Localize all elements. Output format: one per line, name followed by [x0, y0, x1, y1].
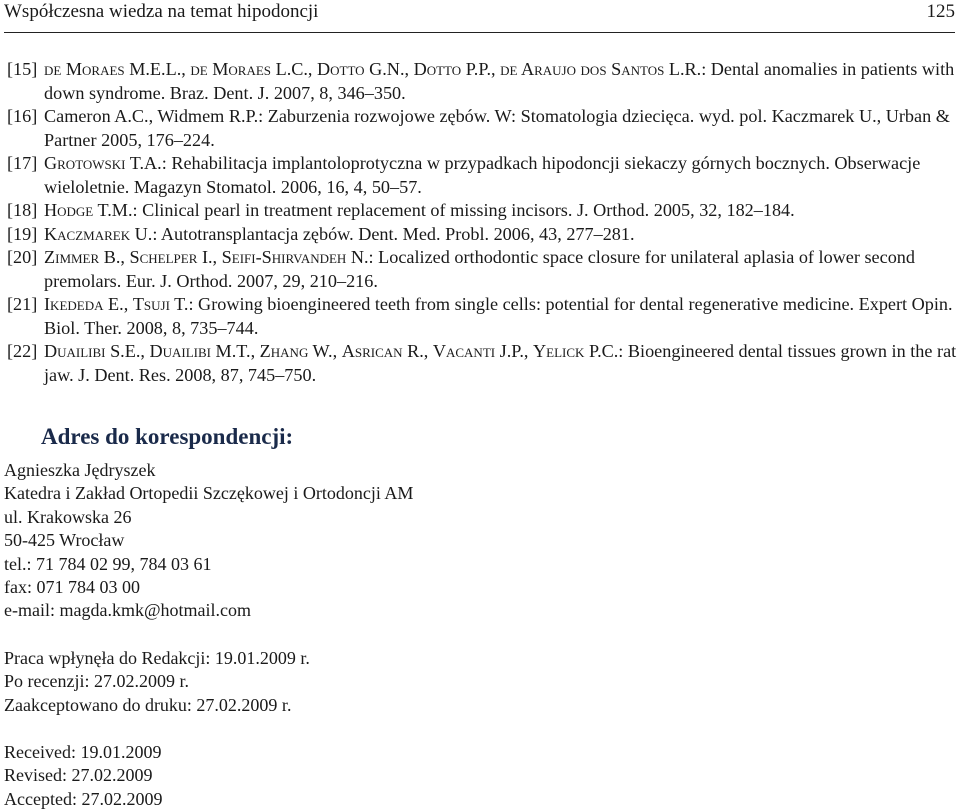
reference-segment: P.C.: Bioengineered dental tissues grown in the rat jaw. J. Dent. Res. 2008, 87, 745–750. — [44, 341, 957, 385]
reference-segment: M.T., — [211, 341, 260, 361]
reference-text — [44, 152, 957, 199]
reference-segment: G.N., — [364, 59, 414, 79]
reference-item — [7, 199, 957, 223]
phone-number: tel.: 71 784 02 99, 784 03 61 — [4, 553, 212, 574]
reference-text — [44, 105, 957, 152]
reference-number: [17] — [7, 153, 38, 173]
received-date-en: Received: 19.01.2009 — [4, 742, 162, 763]
author-surname: Hodge — [44, 200, 94, 220]
fax-number: fax: 071 784 03 00 — [4, 577, 140, 598]
reference-item — [7, 246, 957, 293]
author-surname: Seifi-Shirvandeh — [221, 247, 347, 267]
author-surname: Zhang — [259, 341, 309, 361]
spacer — [4, 717, 704, 741]
author-surname: Duailibi — [44, 341, 106, 361]
reference-segment: T.M.: Clinical pearl in treatment replacement of missing incisors. J. Orthod. 2005, 32, 182–184. — [93, 200, 795, 220]
reference-number: [15] — [7, 59, 38, 79]
correspondence-heading: Adres do korespondencji: — [41, 424, 294, 449]
author-surname: Yelick — [533, 341, 585, 361]
reference-item — [7, 340, 957, 387]
revised-date-en: Revised: 27.02.2009 — [4, 765, 153, 786]
reference-number: [22] — [7, 341, 38, 361]
reference-segment: N.: Localized orthodontic space closure for unilateral aplasia of lower second premolars. Eur. J. Orthod. 2007, 29, 210–216. — [44, 247, 915, 291]
author-name: Agnieszka Jędryszek — [4, 460, 156, 480]
reference-text — [44, 340, 957, 387]
accepted-date-en: Accepted: 27.02.2009 — [4, 788, 163, 809]
reference-list — [7, 58, 957, 387]
author-surname: Ikededa — [44, 294, 104, 314]
reference-text — [44, 58, 957, 105]
reference-segment: M.E.L., — [124, 59, 191, 79]
correspondence-block — [4, 459, 704, 811]
reference-segment: J.P., — [495, 341, 534, 361]
author-surname: Duailibi — [149, 341, 211, 361]
reference-segment: U.: Autotransplantacja zębów. Dent. Med. Probl. 2006, 43, 277–281. — [130, 223, 635, 244]
author-surname: de Araujo dos Santos — [500, 59, 665, 79]
author-surname: de Moraes — [190, 59, 272, 79]
reference-item — [7, 152, 957, 199]
address-street: ul. Krakowska 26 — [4, 506, 132, 527]
received-date-pl: Praca wpłynęła do Redakcji: 19.01.2009 r. — [4, 647, 310, 668]
reference-text — [44, 293, 957, 340]
reference-number: [21] — [7, 294, 38, 314]
page-number: 125 — [926, 1, 955, 22]
reference-segment: L.C., — [271, 59, 318, 79]
reference-segment: T.A.: Rehabilitacja implantoloprotyczna w przypadkach hipodoncji siekaczy górnych bocznych. Obserwacje wieloletnie. Magazyn Stomatol. 2006, 16, 4, 50–57. — [44, 153, 921, 197]
reference-segment: Cameron A.C., Widmem R.P.: Zaburzenia rozwojowe zębów. W: Stomatologia dziecięca. wyd. pol. Kaczmarek U., Urban & Partner 2005, 176–224. — [44, 106, 950, 150]
reference-segment: L.R.: Dental anomalies in patients with down syndrome. Braz. Dent. J. 2007, 8, 346–350. — [44, 59, 955, 103]
email-address: e-mail: magda.kmk@hotmail.com — [4, 600, 252, 621]
author-surname: Dotto — [317, 59, 365, 79]
reference-segment: I., — [197, 247, 222, 267]
reference-item — [7, 105, 957, 152]
reference-segment: W., — [308, 341, 342, 361]
reference-segment: R., — [402, 341, 433, 361]
reference-number: [19] — [7, 223, 38, 244]
address-city: 50-425 Wrocław — [4, 530, 125, 551]
reference-number: [16] — [7, 106, 38, 126]
author-surname: Schelper — [129, 247, 198, 267]
author-surname: Vacanti — [432, 341, 496, 361]
author-department: Katedra i Zakład Ortopedii Szczękowej i Ortodoncji AM — [4, 483, 414, 504]
author-surname: Grotowski — [44, 153, 126, 173]
reviewed-date-pl: Po recenzji: 27.02.2009 r. — [4, 671, 189, 692]
author-surname: Dotto — [413, 59, 462, 79]
reference-number: [20] — [7, 247, 38, 267]
reference-item — [7, 58, 957, 105]
journal-running-title: Współczesna wiedza na temat hipodoncji — [4, 1, 319, 22]
reference-segment: E., — [103, 294, 133, 314]
author-surname: Zimmer — [44, 247, 100, 267]
reference-segment: T.: Growing bioengineered teeth from single cells: potential for dental regenerative medicine. Expert Opin. Biol. Ther. 2008, 8, 735–744. — [44, 294, 953, 338]
author-surname: Asrican — [341, 341, 403, 361]
reference-segment: S.E., — [105, 341, 150, 361]
accepted-date-pl: Zaakceptowano do druku: 27.02.2009 r. — [4, 694, 292, 715]
running-header — [4, 0, 955, 33]
reference-number: [18] — [7, 200, 38, 220]
reference-segment: B., — [99, 247, 130, 267]
reference-text — [44, 246, 957, 293]
author-surname: Kaczmarek — [44, 223, 131, 244]
author-surname: de Moraes — [44, 59, 125, 79]
spacer — [4, 623, 704, 647]
reference-text — [44, 199, 957, 223]
reference-segment: P.P., — [461, 59, 501, 79]
reference-text — [44, 223, 957, 247]
reference-item — [7, 223, 957, 247]
author-surname: Tsuji — [132, 294, 170, 314]
reference-item — [7, 293, 957, 340]
